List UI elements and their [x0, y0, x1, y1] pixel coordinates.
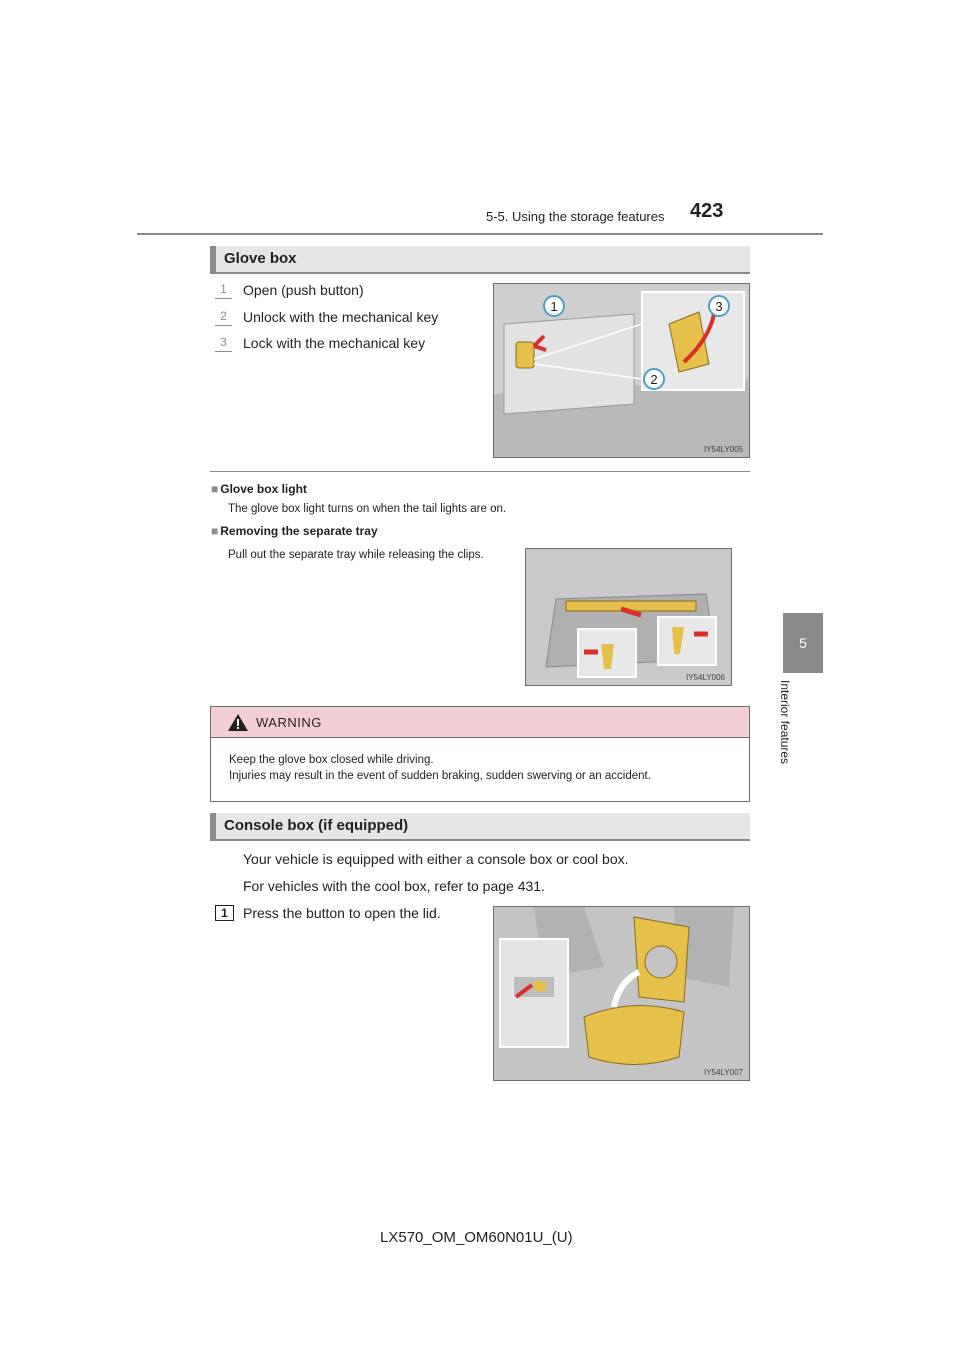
glove-box-title: Glove box	[224, 250, 297, 267]
warning-line-2: Injuries may result in the event of sudden braking, sudden swerving or an accident.	[229, 770, 651, 782]
glove-item-2: Unlock with the mechanical key	[243, 309, 439, 325]
page-number: 423	[690, 200, 724, 222]
tray-heading: ■ Removing the separate tray	[211, 524, 378, 538]
step-number-3: 3	[215, 335, 232, 352]
document-footer: LX570_OM_OM60N01U_(U)	[380, 1229, 573, 1246]
figure-callout-2: 2	[650, 372, 658, 387]
step-number-console: 1	[215, 905, 234, 921]
console-step-text: Press the button to open the lid.	[243, 905, 441, 921]
figure-callout-1: 1	[550, 299, 558, 314]
figure-code: IY54LY005	[704, 445, 743, 454]
glove-box-heading	[210, 246, 750, 274]
tray-figure-code: IY54LY006	[686, 673, 725, 682]
warning-line-1: Keep the glove box closed while driving.	[229, 754, 434, 766]
glove-item-3: Lock with the mechanical key	[243, 335, 426, 351]
step-number-2: 2	[215, 309, 232, 326]
figure-callout-3: 3	[715, 299, 723, 314]
chapter-title: Interior features	[778, 680, 792, 765]
header-rule	[137, 233, 823, 235]
step-number-1: 1	[215, 282, 232, 299]
console-para-2: For vehicles with the cool box, refer to page 431.	[243, 878, 545, 894]
console-para-1: Your vehicle is equipped with either a console box or cool box.	[243, 851, 629, 867]
warning-icon	[227, 713, 249, 732]
console-box-heading	[210, 813, 750, 841]
glove-light-heading: ■ Glove box light	[211, 482, 307, 496]
tray-figure	[525, 548, 732, 686]
console-figure-code: IY54LY007	[704, 1068, 743, 1077]
warning-body	[229, 752, 651, 784]
console-box-illustration	[494, 907, 750, 1081]
tray-text: Pull out the separate tray while releasing the clips.	[228, 549, 484, 561]
warning-header	[211, 707, 749, 738]
glove-box-illustration	[494, 284, 750, 458]
glove-item-1: Open (push button)	[243, 282, 364, 298]
chapter-tab: 5	[783, 613, 823, 673]
console-box-title: Console box (if equipped)	[224, 817, 409, 834]
glove-box-figure	[493, 283, 750, 458]
section-divider	[210, 471, 750, 472]
warning-box	[210, 706, 750, 802]
glove-light-text: The glove box light turns on when the tail lights are on.	[228, 503, 507, 515]
running-header: 5-5. Using the storage features	[486, 209, 665, 224]
console-box-figure	[493, 906, 750, 1081]
warning-title: WARNING	[256, 715, 322, 730]
tray-illustration	[526, 549, 732, 686]
